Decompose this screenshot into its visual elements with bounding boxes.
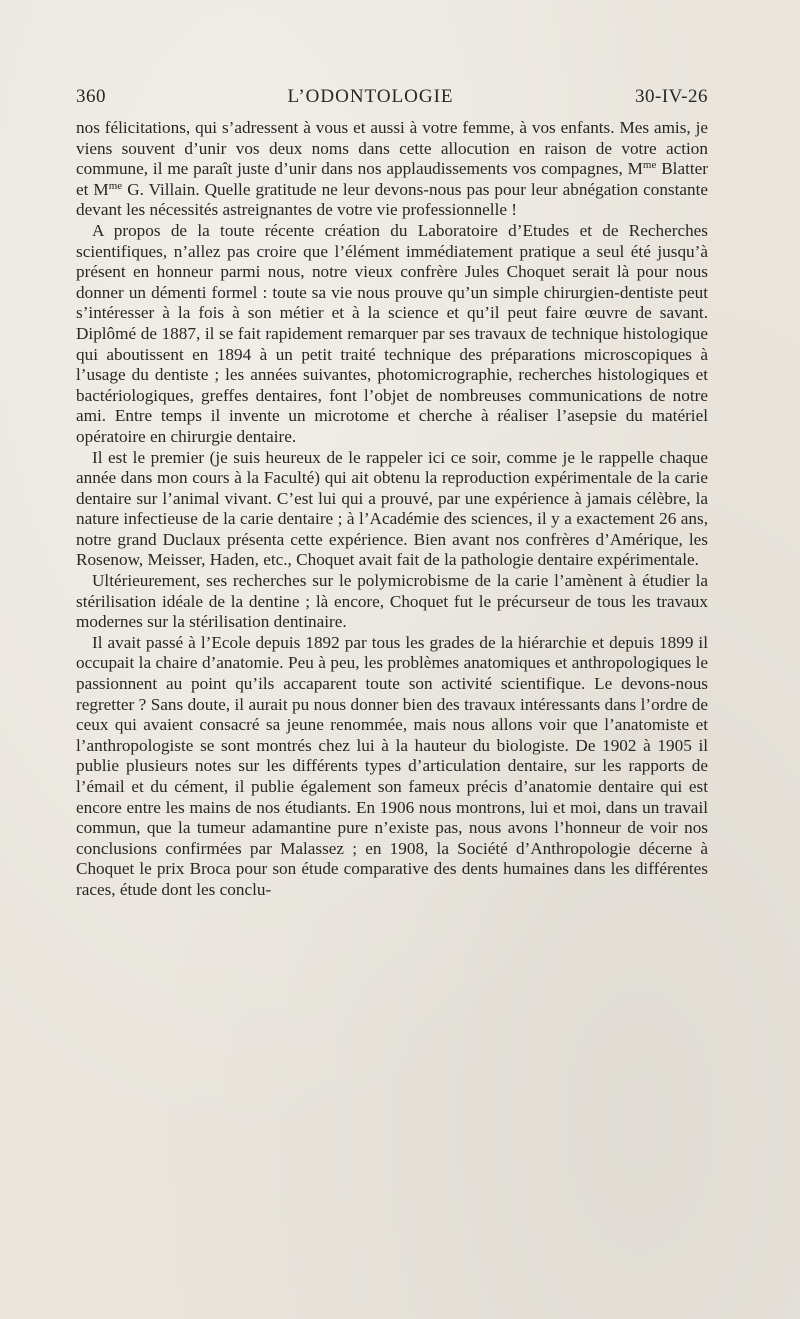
page-number: 360 [76,86,106,107]
paragraph-1-part-c: G. Villain. Quelle gratitude ne leur devons-nous pas pour leur abnégation constante devant les nécessités astreignantes de votre vie professionnelle ! [76,179,709,220]
paragraph-4: Ultérieurement, ses recherches sur le polymicrobisme de la carie l’amènent à étudier la stérilisation idéale de la dentine ; là encore, Choquet fut le précurseur de tous les travaux modernes sur la stérilisation dentinaire. [76,571,708,632]
superscript-me-2: me [108,179,123,192]
paragraph-3: Il est le premier (je suis heureux de le rappeler ici ce soir, comme je le rappelle chaque année dans mon cours à la Faculté) qui ait obtenu la reproduction expérimentale de la carie dentaire sur l’animal vivant. C’est lui qui a prouvé, par une expérience à jamais célèbre, la nature infectieuse de la carie dentaire ; à l’Académie des sciences, il y a exactement 26 ans, notre grand Duclaux présenta cette expérience. Bien avant nos confrères d’Amérique, les Rosenow, Meisser, Haden, etc., Choquet avait fait de la pathologie dentaire expérimentale. [76,447,708,570]
paragraph-1-part-b: Blatter et M [76,159,708,199]
paragraph-1 [76,118,708,221]
body-text [76,118,708,901]
paragraph-2: A propos de la toute récente création du Laboratoire d’Etudes et de Recherches scientifiques, n’allez pas croire que l’élément immédiatement pratique a seul été jusqu’à présent en honneur parmi nous, notre vieux confrère Jules Choquet serait là pour nous donner un démenti formel : toute sa vie nous prouve qu’un simple chirurgien-dentiste peut s’intéresser à la fois à son métier et à la science et qu’il peut faire œuvre de savant. Diplômé de 1887, il se fait rapidement remarquer par ses travaux de technique histologique qui aboutissent en 1894 à un petit traité technique des préparations microscopiques à l’usage du dentiste ; les années suivantes, photomicrographie, recherches histologiques et bactériologiques, greffes dentaires, font l’objet de nombreuses communications de notre ami. Entre temps il invente un microtome et cherche à réaliser l’asepsie du matériel opératoire en chirurgie dentaire. [76,220,708,446]
journal-title: L’ODONTOLOGIE [287,86,454,107]
running-header [76,86,708,116]
superscript-me-1: me [642,159,657,172]
paragraph-5: Il avait passé à l’Ecole depuis 1892 par tous les grades de la hiérarchie et depuis 1899 il occupait la chaire d’anatomie. Peu à peu, les problèmes anatomiques et anthropologiques le passionnent au point qu’ils accaparent toute son activité scientifique. Le devons-nous regretter ? Sans doute, il aurait pu nous donner bien des travaux intéressants dans l’ordre de ceux qui avaient consacré sa jeune renommée, mais nous allons voir que l’anatomiste et l’anthropologiste se sont montrés chez lui à la hauteur du biologiste. De 1902 à 1905 il publie plusieurs notes sur les différents types d’articulation dentaire, sur les rapports de l’émail et du cément, il publie également son fameux précis d’anatomie dentaire qui est encore entre les mains de nos étudiants. En 1906 nous montrons, lui et moi, dans un travail commun, que la tumeur adamantine pure n’existe pas, nous avons l’honneur de voir nos conclusions confirmées par Malassez ; en 1908, la Société d’Anthropologie décerne à Choquet le prix Broca pour son étude comparative des dents humaines dans les différentes races, étude dont les conclu- [76,632,708,899]
issue-date: 30-IV-26 [635,86,708,107]
paragraph-1-part-a: nos félicitations, qui s’adressent à vous et aussi à votre femme, à vos enfants. Mes amis, je viens souvent d’unir vos deux noms dans cette allocution en raison de votre action commune, il me paraît juste d’unir dans nos applaudissements vos compagnes, M [76,118,708,179]
